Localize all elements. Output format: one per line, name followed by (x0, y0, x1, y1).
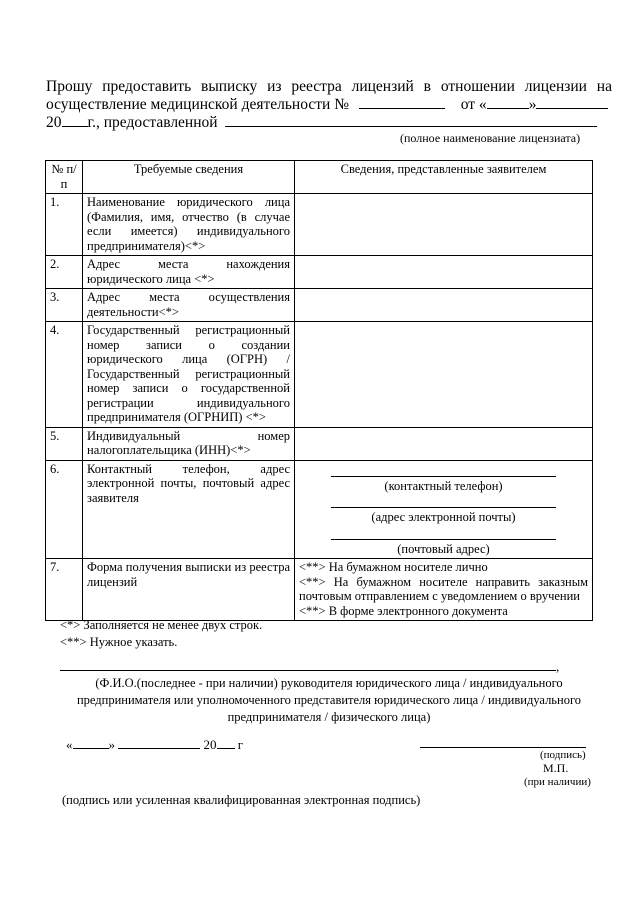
table-header-row (46, 161, 593, 194)
sign-month-field[interactable] (118, 736, 200, 749)
footnotes (60, 617, 262, 651)
seal-label: М.П. (543, 761, 569, 775)
contact-block (299, 462, 588, 557)
row-number: 1. (46, 194, 83, 256)
licensee-hint: (полное наименование лицензиата) (400, 131, 581, 145)
row-required: Индивидуальный номер налогоплательщика (ИНН)<*> (83, 427, 295, 460)
delivery-option-electronic[interactable]: <**> В форме электронного документа (299, 603, 508, 618)
footnote-one-star: <*> Заполняется не менее двух строк. (60, 618, 263, 632)
email-field[interactable]: (адрес электронной почты) (331, 507, 556, 525)
row-required: Форма получения выписки из реестра лицензий (83, 559, 295, 621)
signature-field-line[interactable] (420, 747, 586, 748)
sign-year-prefix: 20 (203, 737, 217, 752)
row-required: Адрес места нахождения юридического лица <*> (83, 256, 295, 289)
request-paragraph (46, 78, 612, 131)
delivery-options-cell (295, 559, 593, 621)
row-required: Государственный регистрационный номер записи о создании юридического лица (ОГРН) / Государственный регистрационный номер записи о государственной регистрации индивидуального предпринимателя (ОГРНИП) <*> (83, 322, 295, 428)
table-row (46, 194, 593, 256)
date-close-quote: » (108, 737, 115, 752)
request-line-1: Прошу предоставить выписку из реестра лицензий в отношении лицензии на (46, 78, 612, 95)
row-required: Наименование юридического лица (Фамилия, имя, отчество (в случае если имеется) индивидуального предпринимателя)<*> (83, 194, 295, 256)
row-value[interactable] (295, 322, 593, 428)
date-open-text: от « (460, 96, 487, 113)
request-line-3 (46, 113, 612, 131)
date-close-text: » (528, 96, 537, 113)
table-row (46, 289, 593, 322)
fio-field-line[interactable] (60, 670, 556, 671)
row-required: Контактный телефон, адрес электронной почты, почтовый адрес заявителя (83, 460, 295, 559)
header-number: № п/п (46, 161, 83, 194)
table-row (46, 559, 593, 621)
postal-address-field[interactable]: (почтовый адрес) (331, 539, 556, 557)
delivery-option-paper-in-person[interactable]: <**> На бумажном носителе лично (299, 560, 488, 574)
licensee-name-field[interactable] (225, 113, 597, 127)
header-provided: Сведения, представленные заявителем (295, 161, 593, 194)
row-number: 5. (46, 427, 83, 460)
row-value[interactable] (295, 427, 593, 460)
table-row (46, 322, 593, 428)
signature-label: (подпись) (540, 749, 586, 761)
row-number: 7. (46, 559, 83, 621)
row-value[interactable] (295, 194, 593, 256)
table-row (46, 427, 593, 460)
contact-cell (295, 460, 593, 559)
issued-to-text: г., предоставленной (87, 114, 218, 131)
sign-year-suffix: г (237, 737, 244, 752)
table-row (46, 256, 593, 289)
phone-field[interactable]: (контактный телефон) (331, 476, 556, 494)
year-prefix-text: 20 (46, 114, 62, 131)
header-required: Требуемые сведения (83, 161, 295, 194)
sign-year-field[interactable] (217, 736, 235, 749)
row-value[interactable] (295, 256, 593, 289)
seal-if-any-label: (при наличии) (524, 776, 591, 788)
license-number-field[interactable] (359, 95, 445, 109)
row-number: 4. (46, 322, 83, 428)
sign-day-field[interactable] (73, 736, 109, 749)
license-year-field[interactable] (62, 113, 88, 127)
row-number: 6. (46, 460, 83, 559)
row-value[interactable] (295, 289, 593, 322)
license-day-field[interactable] (487, 95, 529, 109)
fio-comma: , (556, 659, 560, 674)
row-required: Адрес места осуществления деятельности<*> (83, 289, 295, 322)
request-line-2-text: осуществление медицинской деятельности № (46, 96, 349, 113)
info-table (45, 160, 593, 621)
date-row (66, 736, 243, 753)
license-month-field[interactable] (536, 95, 608, 109)
table-row (46, 460, 593, 559)
row-number: 3. (46, 289, 83, 322)
request-line-2 (46, 95, 612, 113)
delivery-option-paper-by-mail[interactable]: <**> На бумажном носителе направить заказным почтовым отправлением с уведомлением о вручении (299, 574, 588, 603)
footnote-two-stars: <**> Нужное указать. (60, 635, 178, 649)
final-signature-caption: (подпись или усиленная квалифицированная электронная подпись) (62, 793, 421, 807)
row-number: 2. (46, 256, 83, 289)
date-open-quote: « (66, 737, 73, 752)
fio-caption: (Ф.И.О.(последнее - при наличии) руководителя юридического лица / индивидуального предпринимателя или уполномоченного представителя юридического лица / индивидуального предпринимателя / физического лица) (76, 676, 582, 724)
